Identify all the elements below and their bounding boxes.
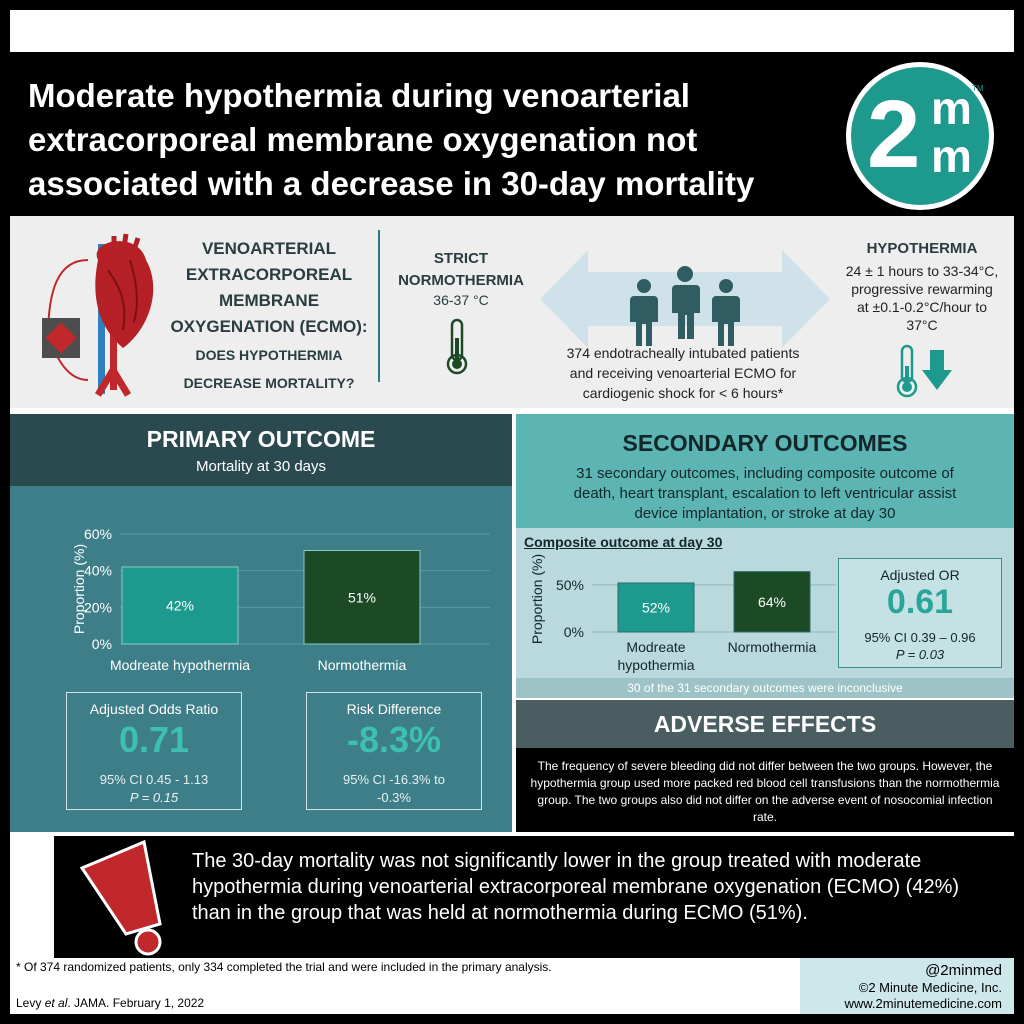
odds-ratio-value: 0.71 bbox=[118, 719, 190, 760]
secondary-desc-line: death, heart transplant, escalation to left ventricular assist bbox=[573, 485, 957, 502]
strict-normothermia-label bbox=[388, 248, 534, 292]
risk-difference-label: Risk Difference bbox=[346, 701, 442, 717]
y-tick-label: 50% bbox=[555, 576, 584, 593]
y-tick-label: 0% bbox=[563, 624, 584, 640]
y-axis-label: Proportion (%) bbox=[71, 543, 87, 635]
odds-ci-line: 95% CI 0.45 - 1.13 bbox=[99, 772, 209, 787]
question-line: VENOARTERIAL bbox=[201, 239, 337, 258]
conclusion-box bbox=[54, 836, 1014, 958]
title-line: Moderate hypothermia during venoarterial bbox=[28, 77, 690, 114]
question-line: OXYGENATION (ECMO): bbox=[170, 317, 368, 336]
brand-box bbox=[800, 958, 1014, 1014]
logo-digit: 2 bbox=[867, 81, 921, 188]
strict-normothermia-temp: 36-37 °C bbox=[433, 292, 489, 308]
question-sub-line: DOES HYPOTHERMIA bbox=[195, 347, 343, 363]
adverse-effects-body bbox=[516, 748, 1014, 832]
page-title bbox=[28, 74, 828, 206]
strict-label-line: NORMOTHERMIA bbox=[398, 272, 524, 289]
hypothermia-detail bbox=[830, 262, 1014, 334]
hypothermia-line: 24 ± 1 hours to 33-34°C, bbox=[845, 263, 999, 279]
adverse-effects-title: ADVERSE EFFECTS bbox=[653, 711, 877, 737]
composite-outcome-title: Composite outcome at day 30 bbox=[524, 534, 723, 550]
patients-description bbox=[530, 343, 836, 403]
y-tick-label: 40% bbox=[83, 562, 112, 579]
odds-ratio-ci bbox=[67, 771, 241, 807]
bar-value-label: 64% bbox=[757, 593, 787, 610]
infographic-frame bbox=[10, 10, 1014, 1014]
hypothermia-line: progressive rewarming bbox=[851, 281, 993, 297]
odds-ratio-box bbox=[66, 692, 242, 810]
patients-line: 374 endotracheally intubated patients bbox=[566, 345, 800, 361]
primary-outcome-subtitle: Mortality at 30 days bbox=[195, 458, 327, 475]
bar-value-label: 51% bbox=[347, 589, 377, 606]
exclamation-icon bbox=[74, 838, 184, 958]
brand-company: ©2 Minute Medicine, Inc. bbox=[858, 980, 1002, 995]
logo-letter: m bbox=[931, 82, 972, 134]
adverse-effects-header bbox=[516, 700, 1014, 748]
logo-letter: m bbox=[931, 130, 972, 182]
adjusted-or-label: Adjusted OR bbox=[880, 567, 960, 583]
category-label: Modreate hypothermia bbox=[109, 657, 251, 673]
y-tick-label: 20% bbox=[83, 599, 112, 616]
ecmo-question bbox=[158, 236, 380, 396]
or-ci-line: 95% CI 0.39 – 0.96 bbox=[864, 630, 976, 645]
category-label: Normothermia bbox=[727, 639, 817, 655]
hypothermia-label: HYPOTHERMIA bbox=[866, 240, 978, 257]
thermometer-icon bbox=[444, 318, 470, 376]
hypothermia-line: at ±0.1-0.2°C/hour to bbox=[856, 299, 988, 315]
patients-line: cardiogenic shock for < 6 hours* bbox=[582, 385, 784, 401]
adverse-effects-text: The frequency of severe bleeding did not differ between the two groups. However, the hypothermia group used more packed red blood cell transfusions than the normothermia group. The two groups also did not differ on the adverse event of nosocomial infection rate. bbox=[530, 759, 1000, 824]
double-arrow-patients-icon bbox=[540, 250, 830, 348]
y-tick-label: 60% bbox=[83, 526, 112, 542]
strict-label-line: STRICT bbox=[433, 250, 489, 267]
y-axis-label: Proportion (%) bbox=[529, 554, 545, 645]
logo-trademark: TM bbox=[972, 84, 984, 93]
or-p-line: P = 0.03 bbox=[895, 647, 945, 662]
primary-outcome-panel bbox=[10, 414, 512, 832]
composite-bar-chart bbox=[524, 554, 844, 682]
citation-journal: . JAMA. February 1, 2022 bbox=[67, 996, 205, 1010]
thermometer-down-icon bbox=[894, 344, 954, 398]
risk-difference-value: -8.3% bbox=[346, 719, 442, 760]
category-label: Modreate bbox=[626, 639, 686, 655]
secondary-outcomes-title: SECONDARY OUTCOMES bbox=[622, 430, 908, 456]
secondary-outcomes-description bbox=[530, 464, 1000, 524]
divider-line bbox=[378, 230, 380, 382]
patients-line: and receiving venoarterial ECMO for bbox=[569, 365, 797, 381]
odds-ratio-label: Adjusted Odds Ratio bbox=[89, 701, 219, 717]
question-sub-line: DECREASE MORTALITY? bbox=[183, 375, 355, 391]
secondary-outcomes-header bbox=[516, 414, 1014, 528]
category-label: hypothermia bbox=[617, 657, 695, 673]
secondary-outcomes-panel bbox=[516, 414, 1014, 698]
adjusted-or-ci bbox=[839, 629, 1001, 663]
y-tick-label: 0% bbox=[91, 636, 112, 652]
adjusted-or-value: 0.61 bbox=[886, 583, 954, 621]
title-line: extracorporeal membrane oxygenation not bbox=[28, 121, 698, 158]
citation-etal: et al bbox=[44, 996, 68, 1010]
odds-p-line: P = 0.15 bbox=[129, 790, 179, 805]
conclusion-text: The 30-day mortality was not significantly lower in the group treated with moderate hypothermia during venoarterial extracorporeal membrane oxygenation (ECMO) (42%) than in the group that was held at normothermia during ECMO (51%). bbox=[192, 850, 960, 924]
adjusted-or-box bbox=[838, 558, 1002, 668]
question-line: MEMBRANE bbox=[218, 291, 320, 310]
secondary-desc-line: device implantation, or stroke at day 30 bbox=[634, 505, 896, 522]
risk-difference-box bbox=[306, 692, 482, 810]
citation bbox=[16, 996, 416, 1010]
2m-logo bbox=[846, 62, 994, 210]
logo-circle bbox=[851, 67, 989, 205]
brand-url: www.2minutemedicine.com bbox=[844, 996, 1002, 1011]
title-line: associated with a decrease in 30-day mortality bbox=[28, 165, 755, 202]
risk-difference-ci bbox=[307, 771, 481, 807]
hypothermia-line: 37°C bbox=[906, 317, 938, 333]
heart-ecmo-icon bbox=[28, 230, 168, 400]
category-label: Normothermia bbox=[317, 657, 407, 673]
question-line: EXTRACORPOREAL bbox=[185, 265, 353, 284]
footnote: * Of 374 randomized patients, only 334 completed the trial and were included in the primary analysis. bbox=[16, 960, 552, 974]
primary-outcome-title: PRIMARY OUTCOME bbox=[146, 426, 376, 452]
citation-author: Levy bbox=[16, 996, 45, 1010]
header-banner bbox=[10, 52, 1014, 216]
risk-ci-line: 95% CI -16.3% to bbox=[343, 772, 445, 787]
mortality-bar-chart bbox=[50, 510, 490, 680]
primary-outcome-header bbox=[10, 414, 512, 486]
brand-handle: @2minmed bbox=[925, 962, 1002, 979]
bar-value-label: 42% bbox=[165, 597, 195, 614]
inconclusive-note: 30 of the 31 secondary outcomes were inconclusive bbox=[516, 678, 1014, 698]
secondary-desc-line: 31 secondary outcomes, including composite outcome of bbox=[576, 465, 954, 482]
risk-ci-line: -0.3% bbox=[377, 790, 411, 805]
bar-value-label: 52% bbox=[641, 599, 671, 616]
